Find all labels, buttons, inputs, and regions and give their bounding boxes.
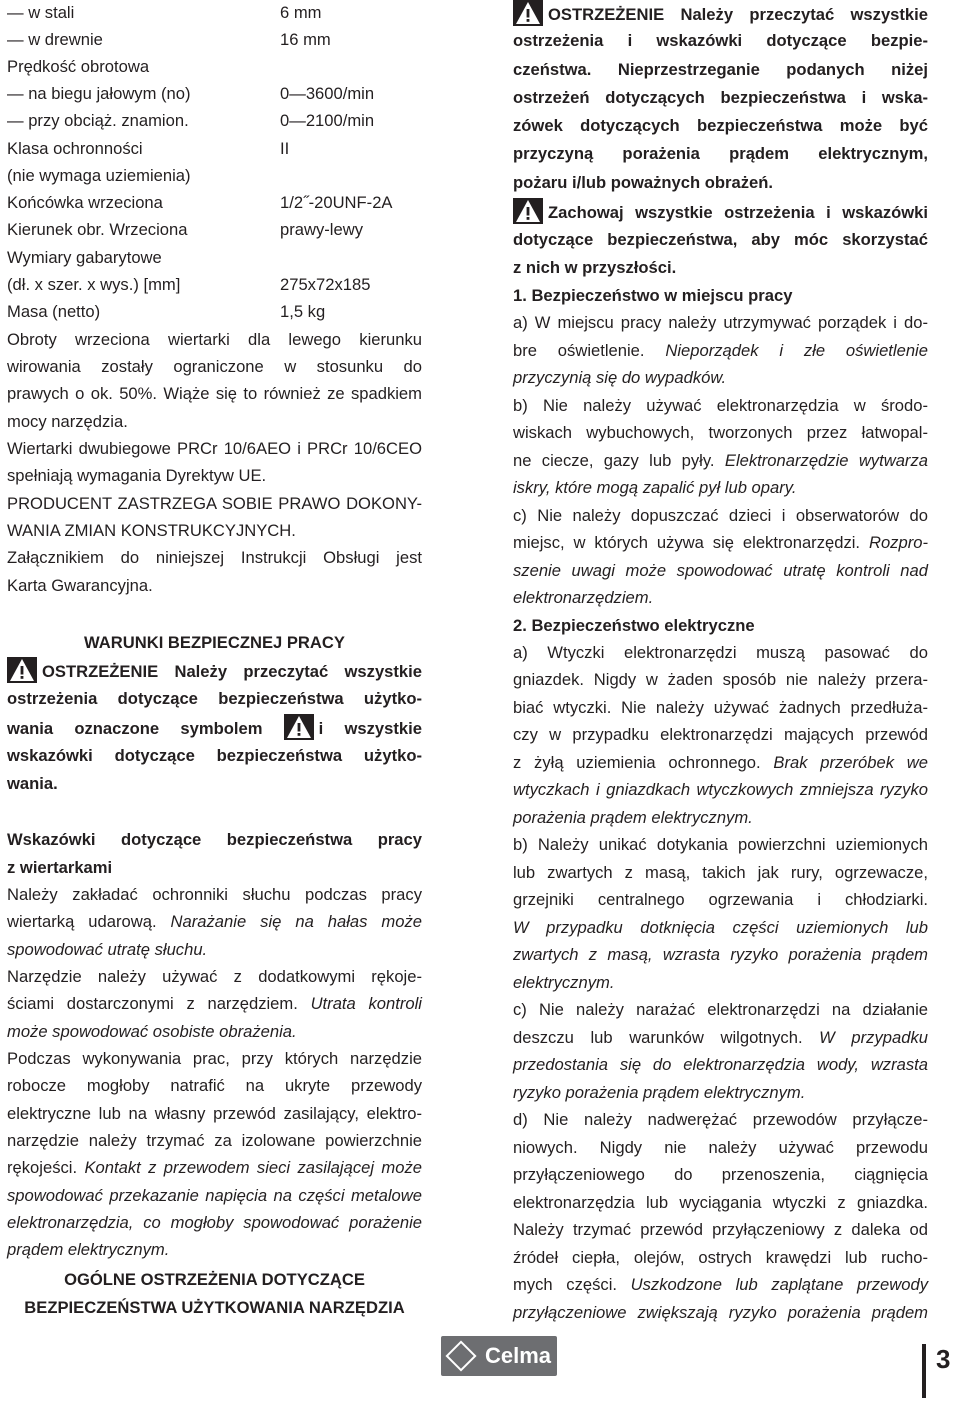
- text-line: wania.: [7, 774, 58, 793]
- text-line: rękojeści. Kontakt z przewodem sieci zasilającej może: [7, 1158, 422, 1177]
- page-number: 3: [936, 1344, 951, 1374]
- text-line: biać wtyczki. Nie należy używać żadnych przedłuża-: [513, 698, 928, 717]
- text-line: grzejniki centralnego ogrzewania i chłodziarki.: [513, 890, 928, 909]
- text-line: iskry, które mogą zapalić pył lub opary.: [513, 478, 797, 497]
- text-line: ryzyko porażenia prądem elektrycznym.: [513, 1083, 806, 1102]
- text-line: z nich w przyszłości.: [513, 258, 677, 277]
- text-line: W przypadku dotknięcia części uziemionych lub: [513, 918, 928, 937]
- text-line: a) W miejscu pracy należy utrzymywać porządek i do-: [513, 313, 928, 332]
- text-line: wirowania zostały ograniczone w stosunku do: [7, 357, 422, 376]
- text-line: WANIA ZMIAN KONSTRUKCYJNYCH.: [7, 521, 296, 540]
- text-line: OSTRZEŻENIE Należy przeczytać wszystkie: [513, 0, 928, 27]
- text-line: z żyłą uziemienia ochronnego. Brak przeróbek we: [513, 753, 928, 772]
- text-line: może spowodować osobiste obrażenia.: [7, 1022, 297, 1041]
- text-line: prawych o ok. 50%. Wiąże się to również ze spadkiem: [7, 384, 422, 403]
- text-line: porażenia prądem elektrycznym.: [513, 808, 753, 827]
- text-line: elektronarzędzia lub wyciągania wtyczki z gniazdka.: [513, 1193, 928, 1212]
- text-line: z wiertarkami: [7, 858, 113, 877]
- text-line: ściami dostarczonymi z narzędziem. Utrata kontroli: [7, 994, 422, 1013]
- text-line: wtyczkach i gniazdkach wtyczkowych zmniejsza ryzyko: [513, 780, 928, 799]
- text-line: gniazdek. Nigdy w żaden sposób nie należy przera-: [513, 670, 928, 689]
- safety-heading: WARUNKI BEZPIECZNEJ PRACY: [84, 633, 345, 652]
- warning-triangle-icon: [284, 714, 314, 740]
- text-line: przyłączeniowe zwiększają ryzyko porażenia prądem: [513, 1303, 928, 1322]
- text-line: c) Nie należy dopuszczać dzieci i obserwatorów do: [513, 506, 928, 525]
- text-line: OGÓLNE OSTRZEŻENIA DOTYCZĄCE: [64, 1270, 365, 1289]
- celma-logo-mark-icon: [445, 1340, 476, 1371]
- text-line: Podczas wykonywania prac, przy których narzędzie: [7, 1049, 422, 1068]
- text-line: elektrycznym.: [513, 973, 615, 992]
- text-line: a) Wtyczki elektronarzędzi muszą pasować do: [513, 643, 928, 662]
- text-line: przyczynią się do wypadków.: [513, 368, 727, 387]
- text-line: ne ciecze, gazy lub pyły. Elektronarzędzie wytwarza: [513, 451, 928, 470]
- text-line: c) Nie należy narażać elektronarzędzi na działanie: [513, 1000, 928, 1019]
- text-line: spełniają wymagania Dyrektyw UE.: [7, 466, 267, 485]
- text-line: ostrzeżenia dotyczące bezpieczeństwa użytko-: [7, 689, 422, 708]
- text-line: BEZPIECZEŃSTWA UŻYTKOWANIA NARZĘDZIA: [24, 1298, 405, 1317]
- text-line: czeństwa. Nieprzestrzeganie podanych niżej: [513, 60, 928, 79]
- text-line: zwartych z masą, wzrasta ryzyko porażenia prądem: [513, 945, 928, 964]
- page-number-divider: [922, 1344, 926, 1398]
- spec-row: Masa (netto) 1,5 kg: [7, 302, 326, 321]
- spec-row: — w drewnie 16 mm: [7, 30, 331, 49]
- text-line: szenie uwagi może spowodować utratę kontroli nad: [513, 561, 928, 580]
- text-line: narzędzie należy trzymać za izolowane powierzchnie: [7, 1131, 422, 1150]
- text-line: Wskazówki dotyczące bezpieczeństwa pracy: [7, 830, 422, 849]
- text-line: niowych. Nigdy nie należy używać przewodu: [513, 1138, 928, 1157]
- text-line: elektronarzędzia, co mogłoby spowodować porażenie: [7, 1213, 422, 1232]
- text-line: Należy zakładać ochronniki słuchu podczas pracy: [7, 885, 422, 904]
- text-line: lub zwartych z masą, takich jak rury, ogrzewacze,: [513, 863, 928, 882]
- text-line: miejsc, w których używa się elektronarzędzi. Rozpro-: [513, 533, 928, 552]
- text-line: Karta Gwarancyjna.: [7, 576, 153, 595]
- text-line: elektryczne lub na własny przewód zasilający, elektro-: [7, 1104, 422, 1123]
- spec-row: — przy obciąż. znamion. 0—2100/min: [7, 111, 375, 130]
- text-line: dotyczące bezpieczeństwa, aby móc skorzystać: [513, 230, 928, 249]
- spec-row: (dł. x szer. x wys.) [mm] 275x72x185: [7, 275, 371, 294]
- text-line: Obroty wrzeciona wiertarki dla lewego kierunku: [7, 330, 422, 349]
- spec-row: Kierunek obr. Wrzeciona prawy-lewy: [7, 220, 363, 239]
- text-line: wania oznaczone symbolem i wszystkie: [7, 714, 422, 741]
- celma-logo: [441, 1336, 557, 1376]
- text-line: Zachowaj wszystkie ostrzeżenia i wskazówki: [513, 198, 928, 225]
- text-line: Narzędzie należy używać z dodatkowymi rękoje-: [7, 967, 422, 986]
- text-line: przyczyną porażenia prądem elektrycznym,: [513, 144, 928, 163]
- text-line: mocy narzędzia.: [7, 412, 128, 431]
- spec-row: (nie wymaga uziemienia): [7, 166, 191, 185]
- text-line: źródeł ciepła, olejów, ostrych krawędzi lub rucho-: [513, 1248, 928, 1267]
- spec-row: — na biegu jałowym (no) 0—3600/min: [7, 84, 375, 103]
- text-line: elektronarzędziem.: [513, 588, 654, 607]
- text-line: Załącznikiem do niniejszej Instrukcji Obsługi jest: [7, 548, 422, 567]
- text-line: d) Nie należy nadwerężać przewodów przyłącze-: [513, 1110, 928, 1129]
- spec-row: Prędkość obrotowa: [7, 57, 150, 76]
- text-line: przyłączeniowego do przenoszenia, ciągnięcia: [513, 1165, 928, 1184]
- spec-row: Wymiary gabarytowe: [7, 248, 162, 267]
- text-line: Należy trzymać przewód przyłączeniowy z daleka od: [513, 1220, 928, 1239]
- text-line: wskazówki dotyczące bezpieczeństwa użytko-: [7, 746, 422, 765]
- warning-triangle-icon: [513, 198, 543, 224]
- spec-row: Końcówka wrzeciona 1/2˝-20UNF-2A: [7, 193, 393, 212]
- text-line: ostrzeżenia i wskazówki dotyczące bezpie-: [513, 31, 928, 50]
- text-line: PRODUCENT ZASTRZEGA SOBIE PRAWO DOKONY-: [7, 494, 422, 513]
- text-line: b) Nie należy używać elektronarzędzia w środo-: [513, 396, 928, 415]
- warning-triangle-icon: [513, 0, 543, 26]
- text-line: deszczu lub warunków wilgotnych. W przypadku: [513, 1028, 928, 1047]
- text-line: OSTRZEŻENIE Należy przeczytać wszystkie: [7, 657, 422, 684]
- spec-row: — w stali 6 mm: [7, 3, 322, 22]
- text-line: mych części. Uszkodzone lub zaplątane przewody: [513, 1275, 928, 1294]
- section-1-heading: 1. Bezpieczeństwo w miejscu pracy: [513, 286, 793, 305]
- text-line: wiertarką udarową. Narażanie się na hałas może: [7, 912, 422, 931]
- logo-text: Celma: [485, 1343, 552, 1368]
- warning-triangle-icon: [7, 657, 37, 683]
- text-line: Wiertarki dwubiegowe PRCr 10/6AEO i PRCr 10/6CEO: [7, 439, 422, 458]
- text-line: zówek dotyczących bezpieczeństwa może być: [513, 116, 928, 135]
- text-line: pożaru i/lub poważnych obrażeń.: [513, 173, 773, 192]
- text-line: spowodować przekazanie napięcia na części metalowe: [7, 1186, 422, 1205]
- text-line: ostrzeżeń dotyczących bezpieczeństwa i wska-: [513, 88, 928, 107]
- text-line: bre oświetlenie. Nieporządek i złe oświetlenie: [513, 341, 928, 360]
- text-line: prądem elektrycznym.: [7, 1240, 170, 1259]
- text-line: spowodować utratę słuchu.: [7, 940, 208, 959]
- text-line: czy w przypadku elektronarzędzi mających przewód: [513, 725, 928, 744]
- text-line: b) Należy unikać dotykania powierzchni uziemionych: [513, 835, 928, 854]
- text-line: wiskach wybuchowych, tworzonych przez łatwopal-: [513, 423, 928, 442]
- text-line: robocze mogłoby natrafić na ukryte przewody: [7, 1076, 422, 1095]
- section-2-heading: 2. Bezpieczeństwo elektryczne: [513, 616, 755, 635]
- text-line: przedostania się do elektronarzędzia wody, wzrasta: [513, 1055, 928, 1074]
- spec-row: Klasa ochronności II: [7, 139, 290, 158]
